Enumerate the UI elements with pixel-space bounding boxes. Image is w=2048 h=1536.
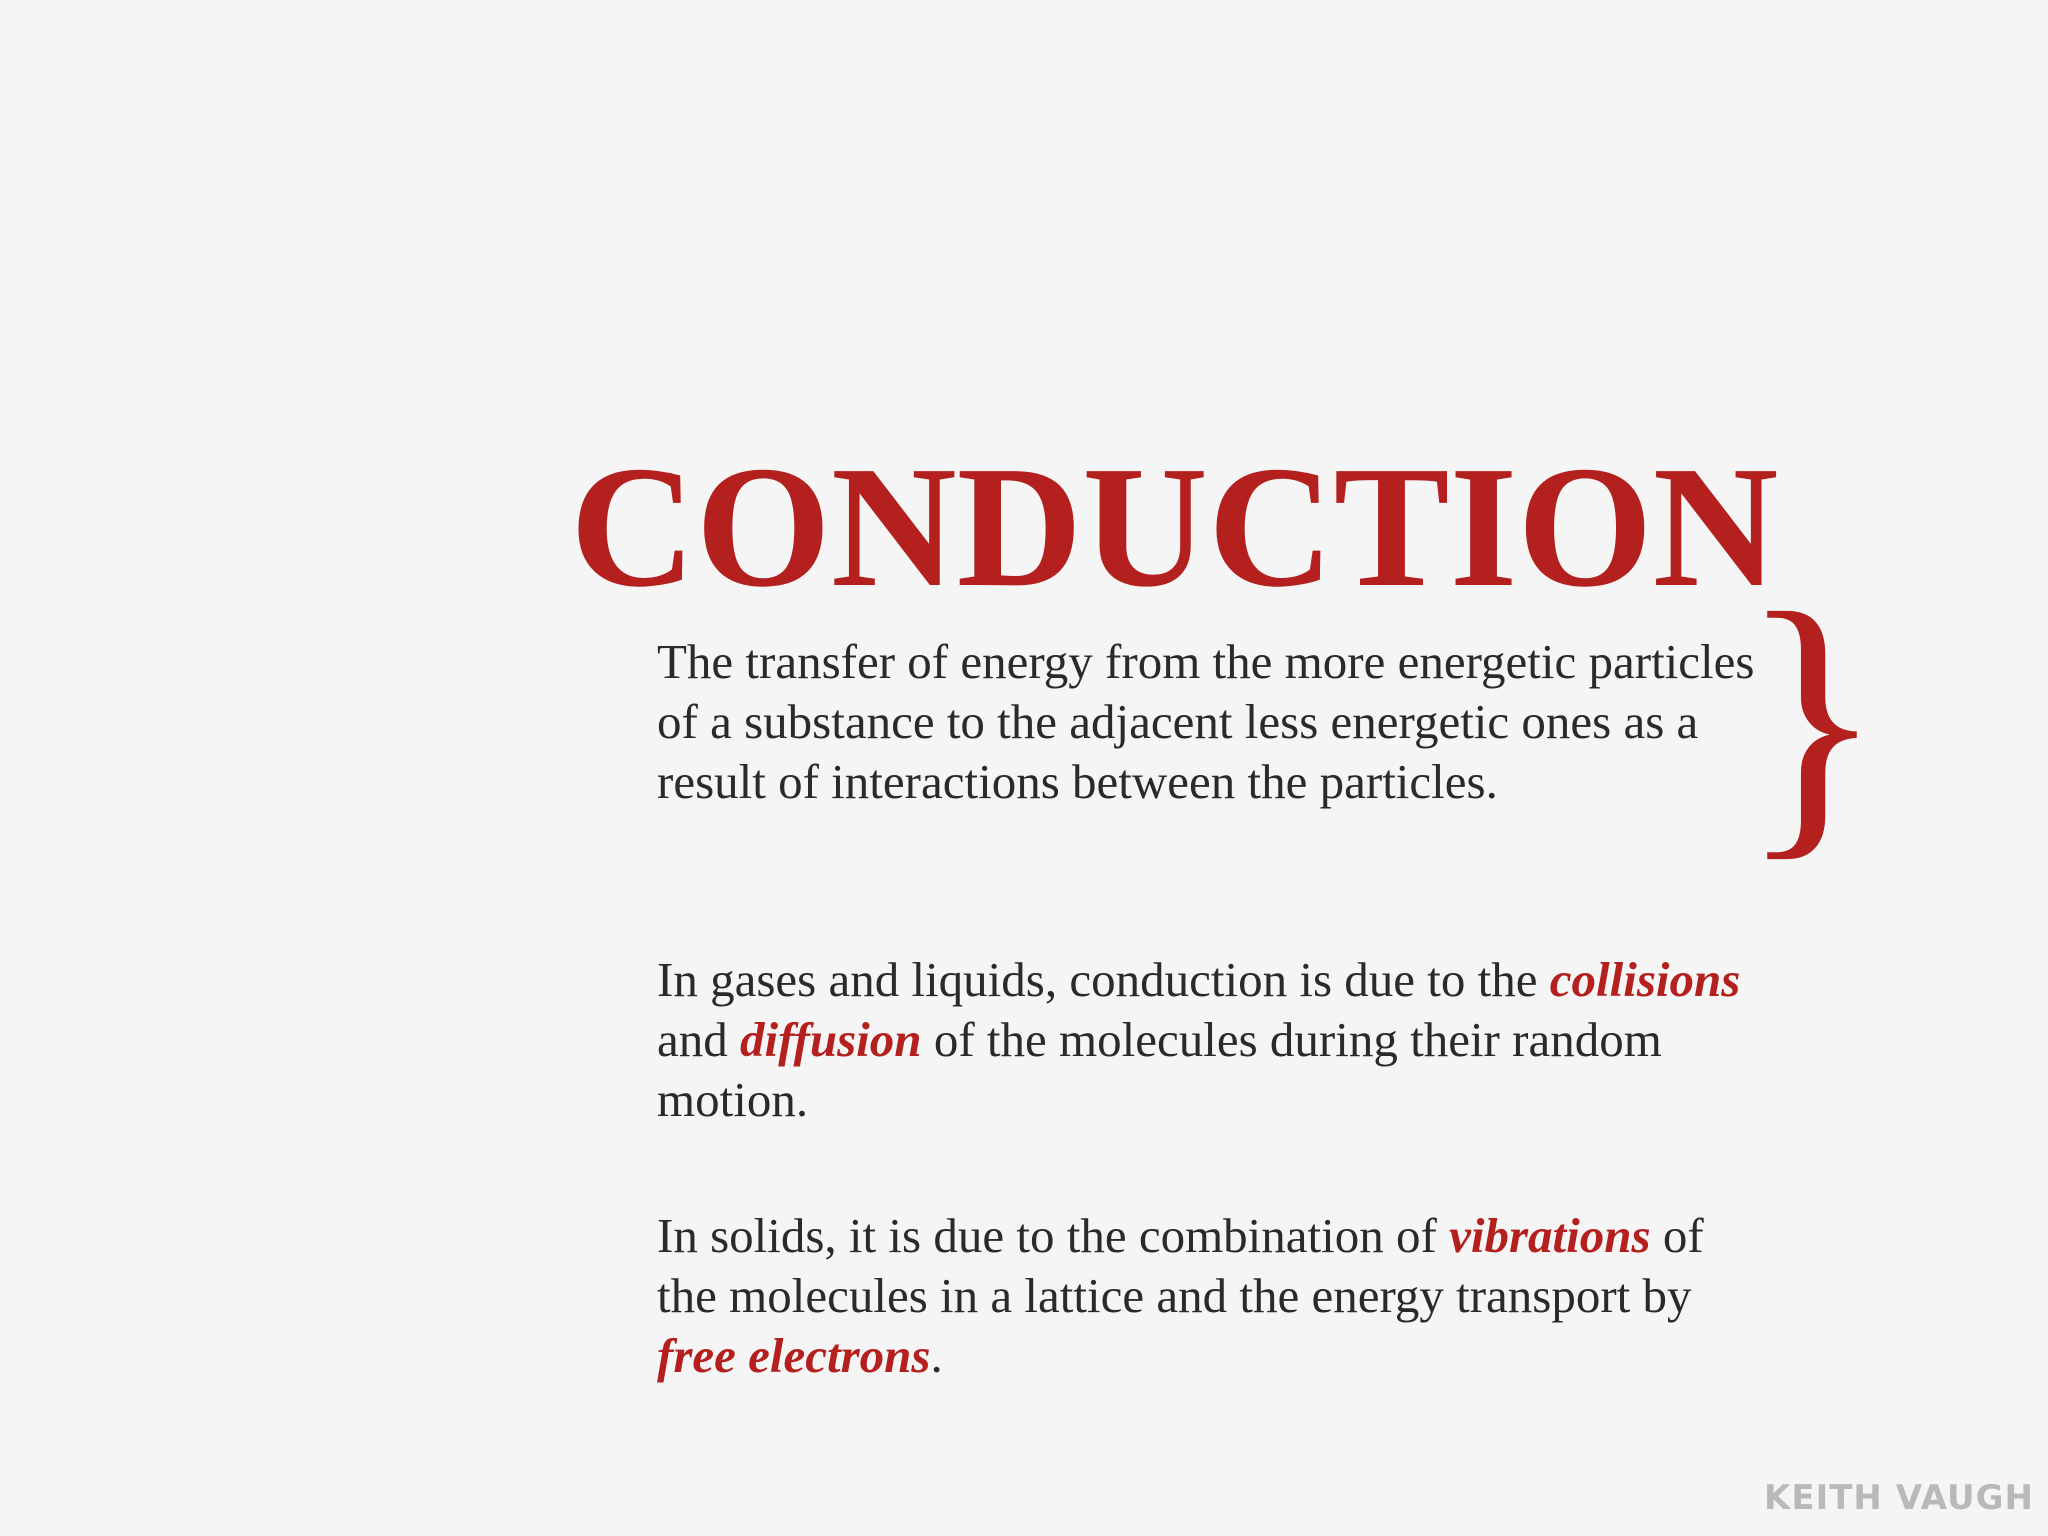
- author-watermark: KEITH VAUGH: [1764, 1478, 2034, 1512]
- gases-liquids-paragraph: [657, 950, 1767, 1130]
- emphasis-free-electrons: free electrons: [657, 1328, 931, 1383]
- paragraph-text: and: [657, 1012, 740, 1067]
- paragraph-text: In gases and liquids, conduction is due to the: [657, 952, 1550, 1007]
- paragraph-text: In solids, it is due to the combination of: [657, 1208, 1450, 1263]
- slide-title: CONDUCTION: [570, 430, 1779, 623]
- emphasis-diffusion: diffusion: [740, 1012, 922, 1067]
- paragraph-text: of the molecules in a lattice and the energy transport by: [657, 1208, 1704, 1323]
- right-brace-decoration: }: [1740, 552, 1884, 884]
- paragraph-text: .: [930, 1328, 943, 1383]
- emphasis-vibrations: vibrations: [1449, 1208, 1651, 1263]
- emphasis-collisions: collisions: [1549, 952, 1741, 1007]
- paragraph-text: of the molecules during their random motion.: [657, 1012, 1662, 1127]
- solids-paragraph: [657, 1206, 1767, 1386]
- definition-paragraph: The transfer of energy from the more energetic particles of a substance to the adjacent less energetic ones as a result of interactions between the particles.: [657, 634, 1755, 809]
